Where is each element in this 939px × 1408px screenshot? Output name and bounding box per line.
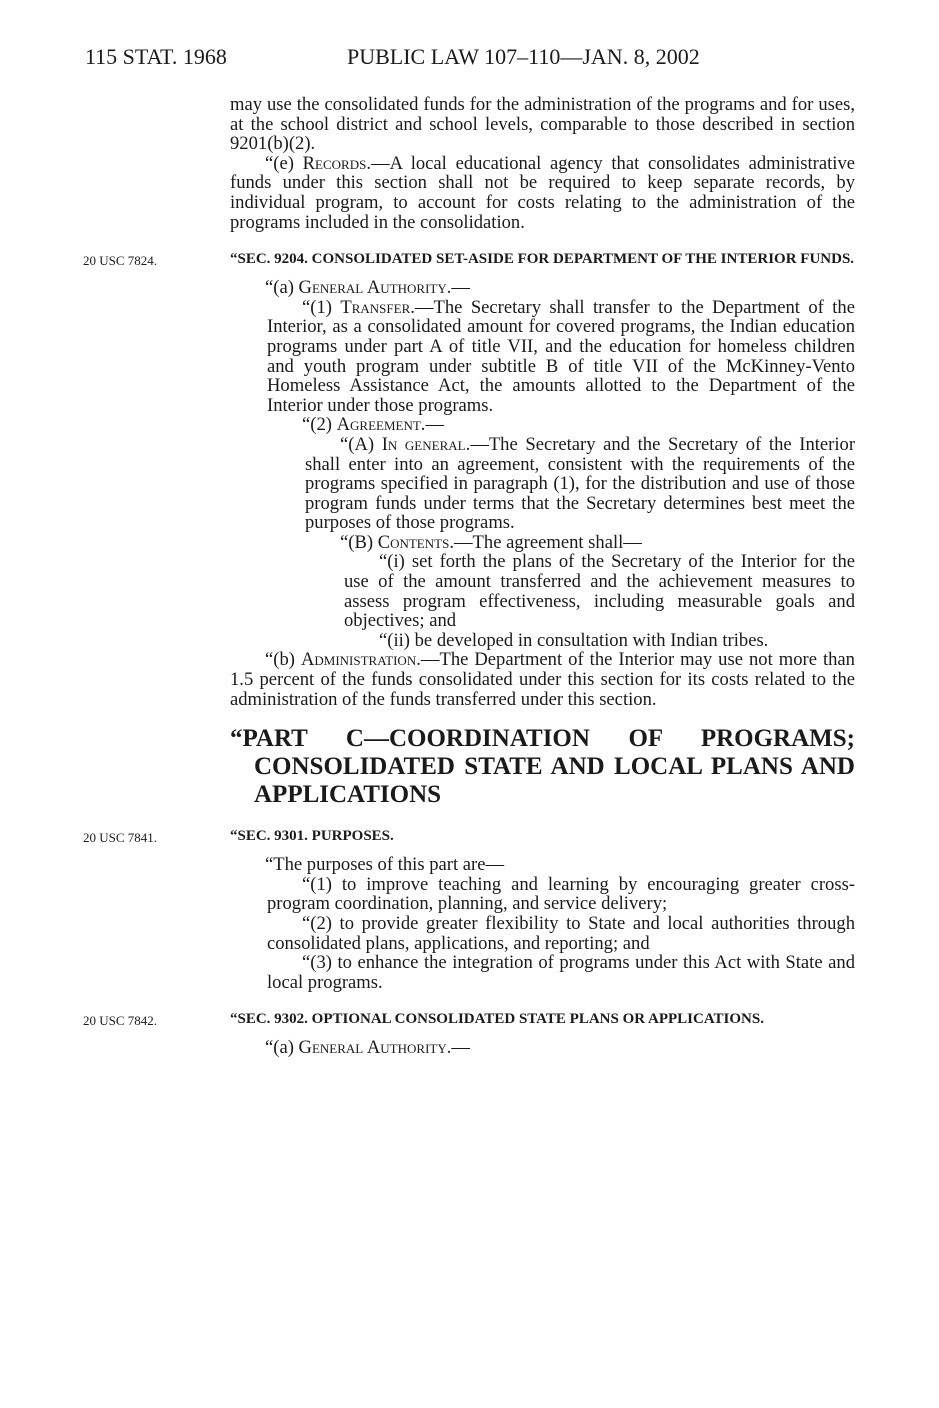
- paragraph-heading: Transfer: [340, 296, 411, 318]
- paragraph-records: “(e) Records.—A local educational agency that consolidates administrative funds under this section shall not be required to keep separate records, by individual program, to account for costs relating to the administration of the programs included in the consolidation.: [230, 152, 855, 233]
- paragraph-general-authority: “(a) General Authority.—: [265, 277, 470, 299]
- page-folio: 115 STAT. 1968: [85, 44, 227, 69]
- usc-citation: 20 USC 7842.: [83, 1013, 158, 1029]
- section-heading-9301: 20 USC 7841. “SEC. 9301. PURPOSES.: [83, 828, 394, 846]
- subsection-heading: Administration: [300, 649, 417, 671]
- paragraph-purposes-intro: “The purposes of this part are—: [265, 854, 505, 876]
- subparagraph-heading: Contents: [377, 531, 450, 553]
- usc-citation: 20 USC 7824.: [83, 253, 158, 269]
- clause-ii: “(ii) be developed in consultation with Indian tribes.: [379, 629, 769, 651]
- section-heading-9302: 20 USC 7842. “SEC. 9302. OPTIONAL CONSOLIDATED STATE PLANS OR APPLICATIONS.: [83, 1011, 764, 1029]
- subsection-heading: General Authority: [298, 277, 447, 299]
- subparagraph-heading: In general: [381, 433, 466, 455]
- clause-i: “(i) set forth the plans of the Secretary of the Interior for the use of the amount transferred and the achievement measures to assess program effectiveness, including measurable goals and objectives; and: [344, 551, 855, 632]
- page-header: [85, 44, 865, 76]
- purpose-2: “(2) to provide greater flexibility to State and local authorities through consolidated plans, applications, and reporting; and: [267, 913, 855, 954]
- paragraph-general-authority-9302: “(a) General Authority.—: [265, 1037, 470, 1059]
- part-c-heading: “PART C—COORDINATION OF PROGRAMS; CONSOLIDATED STATE AND LOCAL PLANS AND APPLICATIONS: [230, 725, 855, 809]
- paragraph-heading: Agreement: [336, 414, 421, 436]
- paragraph-agreement: “(2) Agreement.—: [302, 414, 445, 436]
- subparagraph-in-general: “(A) In general.—The Secretary and the Secretary of the Interior shall enter into an agreement, consistent with the requirements of the programs specified in paragraph (1), for the distribution and use of those program funds under terms that the Secretary determines best meet the purposes of those programs.: [305, 433, 856, 534]
- usc-citation: 20 USC 7841.: [83, 830, 158, 846]
- purpose-1: “(1) to improve teaching and learning by encouraging greater cross-program coordination, planning, and service delivery;: [267, 873, 855, 915]
- running-head: PUBLIC LAW 107–110—JAN. 8, 2002: [347, 44, 700, 69]
- subsection-heading: Records: [302, 152, 367, 174]
- document-body: [83, 94, 856, 1059]
- paragraph-administration: “(b) Administration.—The Department of the Interior may use not more than 1.5 percent of the funds consolidated under this section for its costs related to the administration of the funds transferred under this section.: [230, 649, 855, 710]
- section-heading-9204: 20 USC 7824. “SEC. 9204. CONSOLIDATED SET-ASIDE FOR DEPARTMENT OF THE INTERIOR FUNDS.: [83, 251, 855, 269]
- subparagraph-contents: “(B) Contents.—The agreement shall—: [340, 531, 642, 553]
- paragraph-transfer: “(1) Transfer.—The Secretary shall transfer to the Department of the Interior, as a consolidated amount for covered programs, the Indian education programs under part A of title VII, and the education for homeless children and youth program under subtitle B of title VII of the McKinney-Vento Homeless Assistance Act, the amounts allotted to the Department of the Interior under those programs.: [267, 296, 855, 416]
- subsection-heading: General Authority: [298, 1037, 447, 1059]
- purpose-3: “(3) to enhance the integration of programs under this Act with State and local programs.: [267, 952, 855, 993]
- paragraph-continuation: may use the consolidated funds for the administration of the programs and for uses, at the school district and school levels, comparable to those described in section 9201(b)(2).: [230, 94, 855, 155]
